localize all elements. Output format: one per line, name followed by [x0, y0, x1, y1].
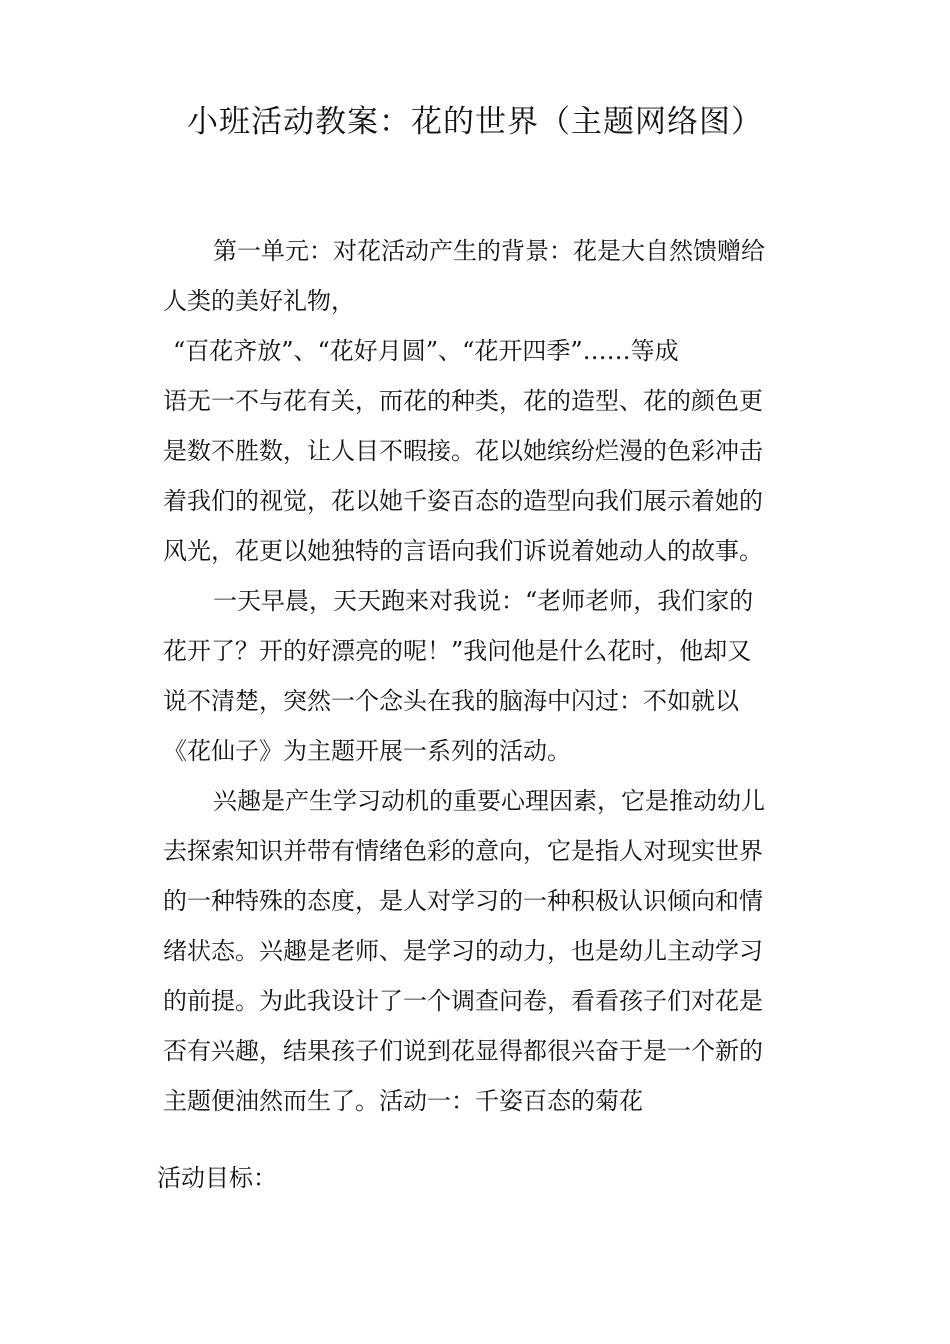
paragraph-line: 人类的美好礼物，: [163, 287, 355, 315]
paragraph-line: 语无一不与花有关，而花的种类，花的造型、花的颜色更: [163, 387, 763, 415]
paragraph-line: 花开了？开的好漂亮的呢！”我问他是什么花时，他却又: [163, 637, 752, 665]
paragraph-line: 主题便油然而生了。活动一：千姿百态的菊花: [163, 1087, 643, 1115]
paragraph-line: 绪状态。兴趣是老师、是学习的动力，也是幼儿主动学习: [163, 937, 763, 965]
paragraph-line: 《花仙子》为主题开展一系列的活动。: [163, 737, 571, 765]
section-heading: 活动目标：: [157, 1164, 277, 1192]
paragraph-line: 的一种特殊的态度，是人对学习的一种积极认识倾向和情: [163, 887, 763, 915]
paragraph-line: “百花齐放”、“花好月圆”、“花开四季”……等成: [173, 337, 679, 365]
paragraph-line: 着我们的视觉，花以她千姿百态的造型向我们展示着她的: [163, 487, 763, 515]
paragraph-line: 兴趣是产生学习动机的重要心理因素，它是推动幼儿: [213, 787, 765, 815]
document-body: [163, 226, 808, 1126]
paragraph-line: 风光，花更以她独特的言语向我们诉说着她动人的故事。: [163, 537, 763, 565]
paragraph-line: 去探索知识并带有情绪色彩的意向，它是指人对现实世界: [163, 837, 763, 865]
paragraph-line: 是数不胜数，让人目不暇接。花以她缤纷烂漫的色彩冲击: [163, 437, 763, 465]
paragraph-line: 一天早晨，天天跑来对我说：“老师老师，我们家的: [213, 587, 754, 615]
paragraph-line: 第一单元：对花活动产生的背景：花是大自然馈赠给: [213, 237, 765, 265]
paragraph-line: 的前提。为此我设计了一个调查问卷，看看孩子们对花是: [163, 987, 763, 1015]
document-title: 小班活动教案：花的世界（主题网络图）: [187, 104, 763, 140]
paragraph-line: 否有兴趣，结果孩子们说到花显得都很兴奋于是一个新的: [163, 1037, 763, 1065]
paragraph-line: 说不清楚，突然一个念头在我的脑海中闪过：不如就以: [163, 687, 739, 715]
